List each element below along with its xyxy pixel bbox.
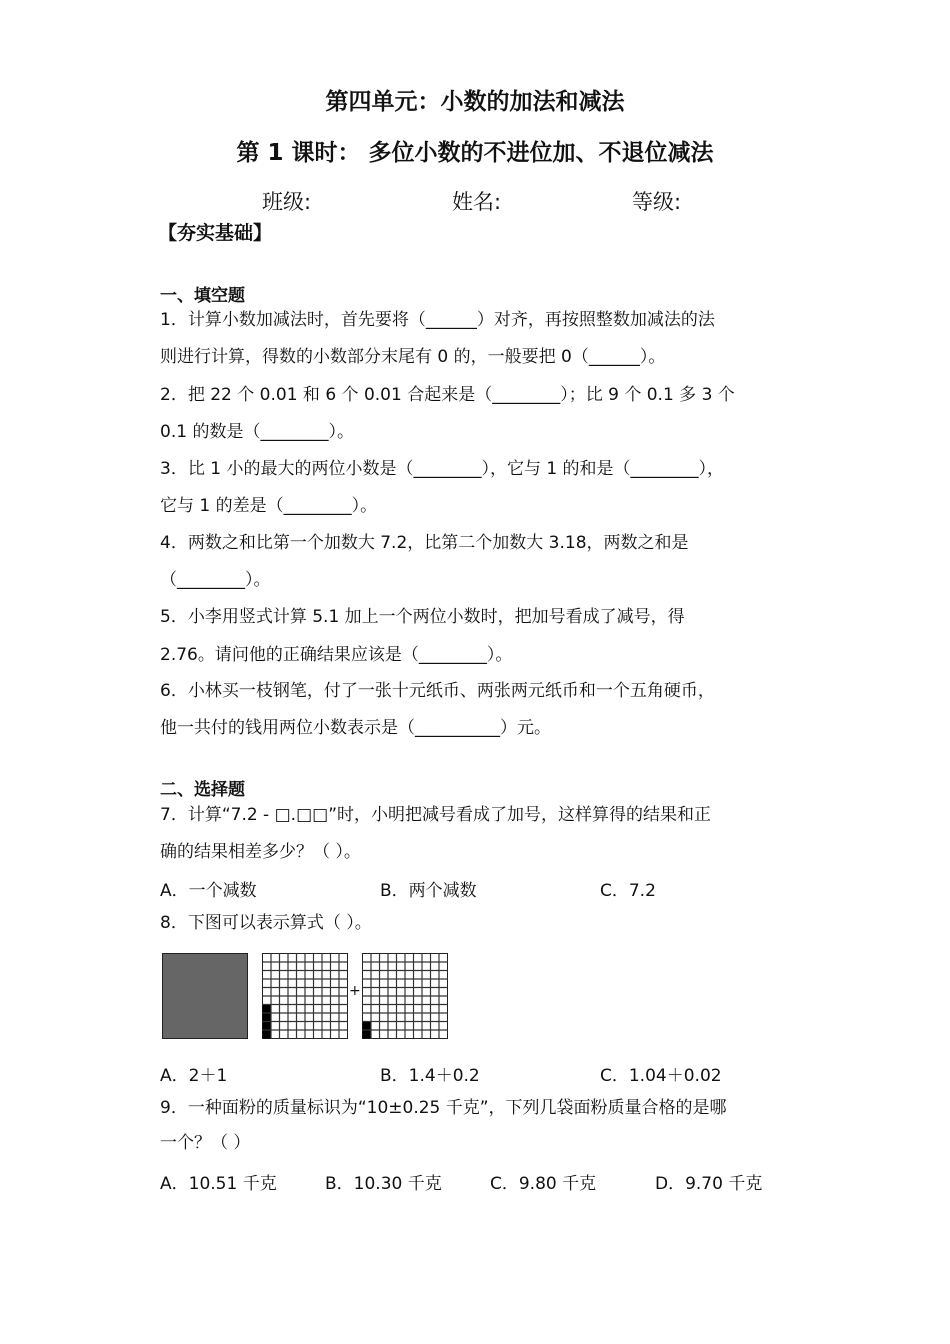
- q3-line: 3．比 1 小的最大的两位小数是（________），它与 1 的和是（________），: [160, 459, 725, 479]
- part2-heading: 二、选择题: [160, 780, 245, 800]
- q5-line: 2.76。请问他的正确结果应该是（________）。: [160, 645, 513, 665]
- grade-label: 等级:: [632, 190, 682, 214]
- lesson-title: 第 1 课时： 多位小数的不进位加、不退位减法: [236, 140, 714, 166]
- part1-heading: 一、填空题: [160, 286, 245, 306]
- q8-line: 8．下图可以表示算式（ ）。: [160, 913, 372, 933]
- q7-option-b: B．两个减数: [380, 881, 477, 901]
- q9-line: 9．一种面粉的质量标识为“10±0.25 千克”，下列几袋面粉质量合格的是哪: [160, 1098, 727, 1118]
- q1-line: 则进行计算，得数的小数部分末尾有 0 的，一般要把 0（______）。: [160, 347, 666, 367]
- q1-line: 1．计算小数加减法时，首先要将（______）对齐，再按照整数加减法的法: [160, 310, 715, 330]
- q7-option-a: A．一个减数: [160, 881, 257, 901]
- q5-line: 5．小李用竖式计算 5.1 加上一个两位小数时，把加号看成了减号，得: [160, 607, 685, 627]
- full-unit-square: [162, 953, 248, 1039]
- unit-title: 第四单元：小数的加法和减法: [325, 89, 625, 115]
- plus-sign: +: [349, 983, 361, 999]
- q9-option-c: C．9.80 千克: [490, 1174, 597, 1194]
- q2-line: 2．把 22 个 0.01 和 6 个 0.01 合起来是（________）；比 9 个 0.1 多 3 个: [160, 385, 735, 405]
- q8-option-b: B．1.4＋0.2: [380, 1066, 480, 1086]
- q7-line: 确的结果相差多少？（ ）。: [160, 842, 361, 862]
- q8-option-c: C．1.04＋0.02: [600, 1066, 722, 1086]
- q9-line: 一个？（ ）: [160, 1133, 251, 1153]
- q3-line: 它与 1 的差是（________）。: [160, 496, 378, 516]
- q9-option-b: B．10.30 千克: [325, 1174, 442, 1194]
- q9-option-a: A．10.51 千克: [160, 1174, 277, 1194]
- q6-line: 他一共付的钱用两位小数表示是（__________）元。: [160, 718, 551, 738]
- q7-option-c: C．7.2: [600, 881, 656, 901]
- q9-option-d: D．9.70 千克: [655, 1174, 763, 1194]
- hundred-grid-1: [262, 953, 348, 1039]
- class-label: 班级:: [262, 190, 312, 214]
- q2-line: 0.1 的数是（________）。: [160, 422, 354, 442]
- section-basic: 【夯实基础】: [158, 222, 273, 244]
- hundred-grid-2: [362, 953, 448, 1039]
- q6-line: 6．小林买一枝钢笔，付了一张十元纸币、两张两元纸币和一个五角硬币，: [160, 681, 715, 701]
- q4-line: （________）。: [160, 570, 271, 590]
- q4-line: 4．两数之和比第一个加数大 7.2，比第二个加数大 3.18，两数之和是: [160, 533, 689, 553]
- q7-line: 7．计算“7.2 - □.□□”时，小明把减号看成了加号，这样算得的结果和正: [160, 805, 711, 825]
- name-label: 姓名:: [452, 190, 502, 214]
- q8-option-a: A．2＋1: [160, 1066, 228, 1086]
